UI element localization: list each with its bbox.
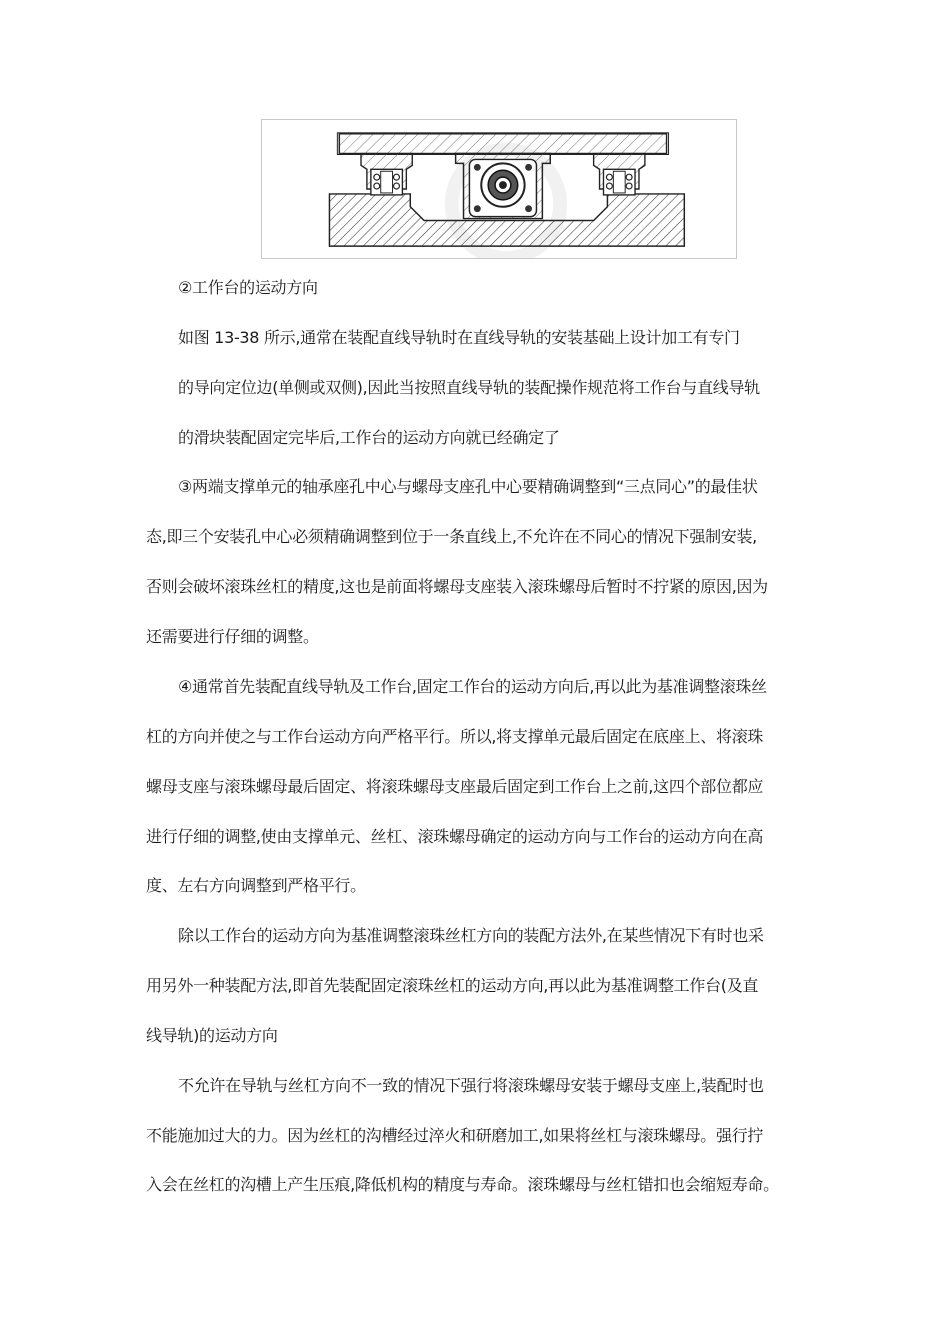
paragraph-line: 态,即三个安装孔中心必须精确调整到位于一条直线上,不允许在不同心的情况下强制安装, bbox=[146, 527, 757, 546]
paragraph-line: 如图 13-38 所示,通常在装配直线导轨时在直线导轨的安装基础上设计加工有专门 bbox=[178, 328, 740, 347]
paragraph-line: 的滑块装配固定完毕后,工作台的运动方向就已经确定了 bbox=[178, 428, 560, 447]
paragraph-line: 的导向定位边(单侧或双侧),因此当按照直线导轨的装配操作规范将工作台与直线导轨 bbox=[178, 378, 760, 397]
assembly-cross-section-figure bbox=[261, 119, 737, 259]
paragraph-line: 线导轨)的运动方向 bbox=[146, 1026, 278, 1045]
section-heading: ②工作台的运动方向 bbox=[178, 278, 318, 297]
paragraph-line: 否则会破坏滚珠丝杠的精度,这也是前面将螺母支座装入滚珠螺母后暂时不拧紧的原因,因为 bbox=[146, 577, 768, 596]
paragraph-line: ③两端支撑单元的轴承座孔中心与螺母支座孔中心要精确调整到“三点同心”的最佳状 bbox=[178, 477, 758, 496]
paragraph-line: 度、左右方向调整到严格平行。 bbox=[146, 876, 366, 895]
paragraph-line: 还需要进行仔细的调整。 bbox=[146, 627, 319, 646]
assembly-cross-section-diagram bbox=[262, 120, 736, 258]
right-guide-block bbox=[594, 154, 645, 195]
paragraph-line: 杠的方向并使之与工作台运动方向严格平行。所以,将支撑单元最后固定在底座上、将滚珠 bbox=[146, 727, 764, 746]
paragraph-line: 不能施加过大的力。因为丝杠的沟槽经过淬火和研磨加工,如果将丝杠与滚珠螺母。强行拧 bbox=[146, 1126, 764, 1145]
paragraph-line: 不允许在导轨与丝杠方向不一致的情况下强行将滚珠螺母安装于螺母支座上,装配时也 bbox=[178, 1076, 764, 1095]
paragraph-line: 进行仔细的调整,使由支撑单元、丝杠、滚珠螺母确定的运动方向与工作台的运动方向在高 bbox=[146, 827, 764, 846]
worktable-plate bbox=[339, 134, 666, 154]
paragraph-line: 入会在丝杠的沟槽上产生压痕,降低机构的精度与寿命。滚珠螺母与丝杠错扣也会缩短寿命。 bbox=[146, 1175, 779, 1194]
paragraph-line: ④通常首先装配直线导轨及工作台,固定工作台的运动方向后,再以此为基准调整滚珠丝 bbox=[178, 677, 767, 696]
paragraph-line: 螺母支座与滚珠螺母最后固定、将滚珠螺母支座最后固定到工作台上之前,这四个部位都应 bbox=[146, 777, 764, 796]
paragraph-line: 除以工作台的运动方向为基准调整滚珠丝杠方向的装配方法外,在某些情况下有时也采 bbox=[178, 926, 764, 945]
ball-nut-bracket bbox=[456, 154, 551, 219]
paragraph-line: 用另外一种装配方法,即首先装配固定滚珠丝杠的运动方向,再以此为基准调整工作台(及直 bbox=[146, 976, 759, 995]
left-guide-block bbox=[361, 154, 412, 195]
